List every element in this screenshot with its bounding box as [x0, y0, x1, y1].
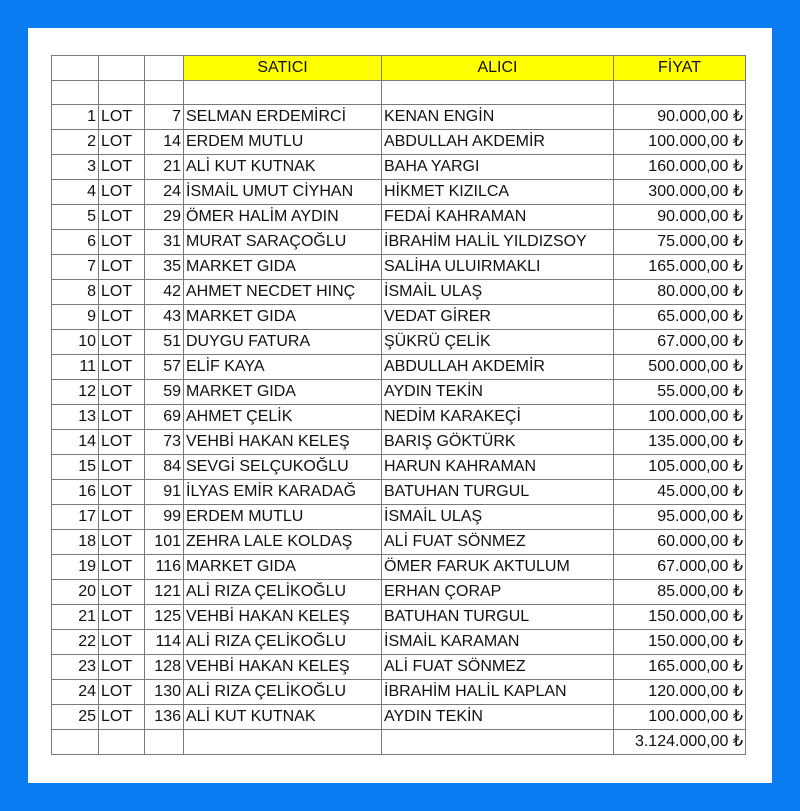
table-row [52, 655, 746, 680]
price-cell[interactable]: 100.000,00 ₺ [614, 705, 746, 730]
price-cell[interactable]: 95.000,00 ₺ [614, 505, 746, 530]
price-cell[interactable]: 100.000,00 ₺ [614, 130, 746, 155]
row-number-cell[interactable]: 13 [52, 405, 99, 430]
row-number-cell[interactable]: 15 [52, 455, 99, 480]
empty-cell[interactable] [614, 81, 746, 105]
seller-cell[interactable]: ÖMER HALİM AYDIN [184, 205, 382, 230]
header-seller[interactable]: SATICI [184, 56, 382, 81]
buyer-cell[interactable]: İBRAHİM HALİL YILDIZSOY [382, 230, 614, 255]
seller-cell[interactable]: ALİ RIZA ÇELİKOĞLU [184, 680, 382, 705]
lot-number-cell[interactable]: 51 [145, 330, 184, 355]
lot-label-cell[interactable]: LOT [99, 280, 145, 305]
row-number-cell[interactable]: 16 [52, 480, 99, 505]
price-cell[interactable]: 90.000,00 ₺ [614, 205, 746, 230]
lot-label-cell[interactable]: LOT [99, 380, 145, 405]
lot-number-cell[interactable]: 35 [145, 255, 184, 280]
lot-number-cell[interactable]: 73 [145, 430, 184, 455]
buyer-cell[interactable]: BATUHAN TURGUL [382, 480, 614, 505]
empty-cell[interactable] [99, 730, 145, 755]
row-number-cell[interactable]: 3 [52, 155, 99, 180]
lot-number-cell[interactable]: 31 [145, 230, 184, 255]
price-cell[interactable]: 80.000,00 ₺ [614, 280, 746, 305]
lot-label-cell[interactable]: LOT [99, 155, 145, 180]
buyer-cell[interactable]: NEDİM KARAKEÇİ [382, 405, 614, 430]
lot-number-cell[interactable]: 42 [145, 280, 184, 305]
seller-cell[interactable]: ELİF KAYA [184, 355, 382, 380]
lot-label-cell[interactable]: LOT [99, 255, 145, 280]
lot-number-cell[interactable]: 7 [145, 105, 184, 130]
seller-cell[interactable]: MARKET GIDA [184, 380, 382, 405]
lot-number-cell[interactable]: 136 [145, 705, 184, 730]
row-number-cell[interactable]: 24 [52, 680, 99, 705]
lot-label-cell[interactable]: LOT [99, 455, 145, 480]
seller-cell[interactable]: ALİ RIZA ÇELİKOĞLU [184, 630, 382, 655]
buyer-cell[interactable]: ŞÜKRÜ ÇELİK [382, 330, 614, 355]
buyer-cell[interactable]: İSMAİL ULAŞ [382, 280, 614, 305]
buyer-cell[interactable]: HARUN KAHRAMAN [382, 455, 614, 480]
empty-cell[interactable] [52, 730, 99, 755]
lot-number-cell[interactable]: 43 [145, 305, 184, 330]
buyer-cell[interactable]: AYDIN TEKİN [382, 380, 614, 405]
seller-cell[interactable]: AHMET NECDET HINÇ [184, 280, 382, 305]
price-cell[interactable]: 55.000,00 ₺ [614, 380, 746, 405]
lot-label-cell[interactable]: LOT [99, 130, 145, 155]
table-row [52, 380, 746, 405]
empty-cell[interactable] [145, 81, 184, 105]
lot-number-cell[interactable]: 57 [145, 355, 184, 380]
buyer-cell[interactable]: ABDULLAH AKDEMİR [382, 355, 614, 380]
table-row [52, 680, 746, 705]
row-number-cell[interactable]: 22 [52, 630, 99, 655]
lot-number-cell[interactable]: 29 [145, 205, 184, 230]
lot-label-cell[interactable]: LOT [99, 230, 145, 255]
price-cell[interactable]: 60.000,00 ₺ [614, 530, 746, 555]
total-price-cell[interactable]: 3.124.000,00 ₺ [614, 730, 746, 755]
seller-cell[interactable]: VEHBİ HAKAN KELEŞ [184, 605, 382, 630]
buyer-cell[interactable]: ALİ FUAT SÖNMEZ [382, 655, 614, 680]
table-row [52, 580, 746, 605]
header-blank-cell[interactable] [99, 56, 145, 81]
lot-label-cell[interactable]: LOT [99, 205, 145, 230]
seller-cell[interactable]: MARKET GIDA [184, 555, 382, 580]
buyer-cell[interactable]: BATUHAN TURGUL [382, 605, 614, 630]
lot-label-cell[interactable]: LOT [99, 430, 145, 455]
lot-number-cell[interactable]: 114 [145, 630, 184, 655]
table-row [52, 255, 746, 280]
table-row [52, 455, 746, 480]
lot-number-cell[interactable]: 24 [145, 180, 184, 205]
auction-table [51, 55, 746, 755]
buyer-cell[interactable]: VEDAT GİRER [382, 305, 614, 330]
lot-number-cell[interactable]: 101 [145, 530, 184, 555]
table-row [52, 630, 746, 655]
table-row [52, 530, 746, 555]
buyer-cell[interactable]: FEDAİ KAHRAMAN [382, 205, 614, 230]
seller-cell[interactable]: ERDEM MUTLU [184, 130, 382, 155]
buyer-cell[interactable]: ALİ FUAT SÖNMEZ [382, 530, 614, 555]
seller-cell[interactable]: İLYAS EMİR KARADAĞ [184, 480, 382, 505]
header-price[interactable]: FİYAT [614, 56, 746, 81]
lot-label-cell[interactable]: LOT [99, 305, 145, 330]
empty-cell[interactable] [382, 81, 614, 105]
seller-cell[interactable]: ALİ RIZA ÇELİKOĞLU [184, 580, 382, 605]
seller-cell[interactable]: SELMAN ERDEMİRCİ [184, 105, 382, 130]
lot-label-cell[interactable]: LOT [99, 705, 145, 730]
table-row [52, 405, 746, 430]
buyer-cell[interactable]: ABDULLAH AKDEMİR [382, 130, 614, 155]
table-row [52, 480, 746, 505]
seller-cell[interactable]: VEHBİ HAKAN KELEŞ [184, 655, 382, 680]
row-number-cell[interactable]: 18 [52, 530, 99, 555]
buyer-cell[interactable]: SALİHA ULUIRMAKLI [382, 255, 614, 280]
row-number-cell[interactable]: 10 [52, 330, 99, 355]
lot-number-cell[interactable]: 21 [145, 155, 184, 180]
lot-label-cell[interactable]: LOT [99, 605, 145, 630]
price-cell[interactable]: 165.000,00 ₺ [614, 255, 746, 280]
row-number-cell[interactable]: 19 [52, 555, 99, 580]
buyer-cell[interactable]: ERHAN ÇORAP [382, 580, 614, 605]
price-cell[interactable]: 150.000,00 ₺ [614, 630, 746, 655]
spacer-row [52, 81, 746, 105]
price-cell[interactable]: 135.000,00 ₺ [614, 430, 746, 455]
lot-label-cell[interactable]: LOT [99, 655, 145, 680]
table-row [52, 230, 746, 255]
row-number-cell[interactable]: 12 [52, 380, 99, 405]
seller-cell[interactable]: VEHBİ HAKAN KELEŞ [184, 430, 382, 455]
total-row [52, 730, 746, 755]
seller-cell[interactable]: MARKET GIDA [184, 255, 382, 280]
lot-number-cell[interactable]: 121 [145, 580, 184, 605]
price-cell[interactable]: 120.000,00 ₺ [614, 680, 746, 705]
table-row [52, 605, 746, 630]
buyer-cell[interactable]: BAHA YARGI [382, 155, 614, 180]
lot-label-cell[interactable]: LOT [99, 630, 145, 655]
table-row [52, 155, 746, 180]
row-number-cell[interactable]: 23 [52, 655, 99, 680]
buyer-cell[interactable]: AYDIN TEKİN [382, 705, 614, 730]
row-number-cell[interactable]: 21 [52, 605, 99, 630]
lot-label-cell[interactable]: LOT [99, 555, 145, 580]
buyer-cell[interactable]: HİKMET KIZILCA [382, 180, 614, 205]
empty-cell[interactable] [99, 81, 145, 105]
price-cell[interactable]: 500.000,00 ₺ [614, 355, 746, 380]
price-cell[interactable]: 105.000,00 ₺ [614, 455, 746, 480]
lot-label-cell[interactable]: LOT [99, 530, 145, 555]
lot-number-cell[interactable]: 84 [145, 455, 184, 480]
seller-cell[interactable]: MURAT SARAÇOĞLU [184, 230, 382, 255]
row-number-cell[interactable]: 25 [52, 705, 99, 730]
table-row [52, 280, 746, 305]
table-row [52, 180, 746, 205]
lot-number-cell[interactable]: 125 [145, 605, 184, 630]
buyer-cell[interactable]: ÖMER FARUK AKTULUM [382, 555, 614, 580]
seller-cell[interactable]: ZEHRA LALE KOLDAŞ [184, 530, 382, 555]
lot-label-cell[interactable]: LOT [99, 105, 145, 130]
price-cell[interactable]: 150.000,00 ₺ [614, 605, 746, 630]
table-row [52, 330, 746, 355]
header-blank-cell[interactable] [52, 56, 99, 81]
price-cell[interactable]: 100.000,00 ₺ [614, 405, 746, 430]
price-cell[interactable]: 65.000,00 ₺ [614, 305, 746, 330]
header-row [52, 56, 746, 81]
lot-label-cell[interactable]: LOT [99, 405, 145, 430]
price-cell[interactable]: 45.000,00 ₺ [614, 480, 746, 505]
price-cell[interactable]: 67.000,00 ₺ [614, 555, 746, 580]
header-blank-cell[interactable] [145, 56, 184, 81]
lot-label-cell[interactable]: LOT [99, 355, 145, 380]
buyer-cell[interactable]: İSMAİL ULAŞ [382, 505, 614, 530]
lot-number-cell[interactable]: 14 [145, 130, 184, 155]
empty-cell[interactable] [145, 730, 184, 755]
price-cell[interactable]: 67.000,00 ₺ [614, 330, 746, 355]
price-cell[interactable]: 300.000,00 ₺ [614, 180, 746, 205]
table-row [52, 705, 746, 730]
lot-number-cell[interactable]: 116 [145, 555, 184, 580]
lot-number-cell[interactable]: 99 [145, 505, 184, 530]
seller-cell[interactable]: SEVGİ SELÇUKOĞLU [184, 455, 382, 480]
table-row [52, 555, 746, 580]
seller-cell[interactable]: ALİ KUT KUTNAK [184, 155, 382, 180]
table-row [52, 355, 746, 380]
buyer-cell[interactable]: KENAN ENGİN [382, 105, 614, 130]
seller-cell[interactable]: ALİ KUT KUTNAK [184, 705, 382, 730]
price-cell[interactable]: 160.000,00 ₺ [614, 155, 746, 180]
row-number-cell[interactable]: 8 [52, 280, 99, 305]
lot-number-cell[interactable]: 59 [145, 380, 184, 405]
price-cell[interactable]: 90.000,00 ₺ [614, 105, 746, 130]
lot-label-cell[interactable]: LOT [99, 680, 145, 705]
lot-number-cell[interactable]: 130 [145, 680, 184, 705]
lot-number-cell[interactable]: 69 [145, 405, 184, 430]
empty-cell[interactable] [52, 81, 99, 105]
table-row [52, 130, 746, 155]
row-number-cell[interactable]: 11 [52, 355, 99, 380]
lot-label-cell[interactable]: LOT [99, 580, 145, 605]
empty-cell[interactable] [184, 81, 382, 105]
table-row [52, 505, 746, 530]
empty-cell[interactable] [184, 730, 382, 755]
row-number-cell[interactable]: 1 [52, 105, 99, 130]
row-number-cell[interactable]: 2 [52, 130, 99, 155]
lot-number-cell[interactable]: 91 [145, 480, 184, 505]
table-row [52, 205, 746, 230]
buyer-cell[interactable]: BARIŞ GÖKTÜRK [382, 430, 614, 455]
empty-cell[interactable] [382, 730, 614, 755]
row-number-cell[interactable]: 9 [52, 305, 99, 330]
header-buyer[interactable]: ALICI [382, 56, 614, 81]
row-number-cell[interactable]: 20 [52, 580, 99, 605]
lot-label-cell[interactable]: LOT [99, 330, 145, 355]
row-number-cell[interactable]: 7 [52, 255, 99, 280]
lot-number-cell[interactable]: 128 [145, 655, 184, 680]
seller-cell[interactable]: MARKET GIDA [184, 305, 382, 330]
lot-label-cell[interactable]: LOT [99, 480, 145, 505]
seller-cell[interactable]: DUYGU FATURA [184, 330, 382, 355]
price-cell[interactable]: 75.000,00 ₺ [614, 230, 746, 255]
table-row [52, 430, 746, 455]
table-row [52, 105, 746, 130]
seller-cell[interactable]: ERDEM MUTLU [184, 505, 382, 530]
row-number-cell[interactable]: 4 [52, 180, 99, 205]
seller-cell[interactable]: İSMAİL UMUT CİYHAN [184, 180, 382, 205]
price-cell[interactable]: 165.000,00 ₺ [614, 655, 746, 680]
row-number-cell[interactable]: 17 [52, 505, 99, 530]
sheet-frame [28, 28, 772, 783]
table-row [52, 305, 746, 330]
row-number-cell[interactable]: 14 [52, 430, 99, 455]
buyer-cell[interactable]: İSMAİL KARAMAN [382, 630, 614, 655]
row-number-cell[interactable]: 5 [52, 205, 99, 230]
seller-cell[interactable]: AHMET ÇELİK [184, 405, 382, 430]
price-cell[interactable]: 85.000,00 ₺ [614, 580, 746, 605]
lot-label-cell[interactable]: LOT [99, 180, 145, 205]
lot-label-cell[interactable]: LOT [99, 505, 145, 530]
buyer-cell[interactable]: İBRAHİM HALİL KAPLAN [382, 680, 614, 705]
row-number-cell[interactable]: 6 [52, 230, 99, 255]
